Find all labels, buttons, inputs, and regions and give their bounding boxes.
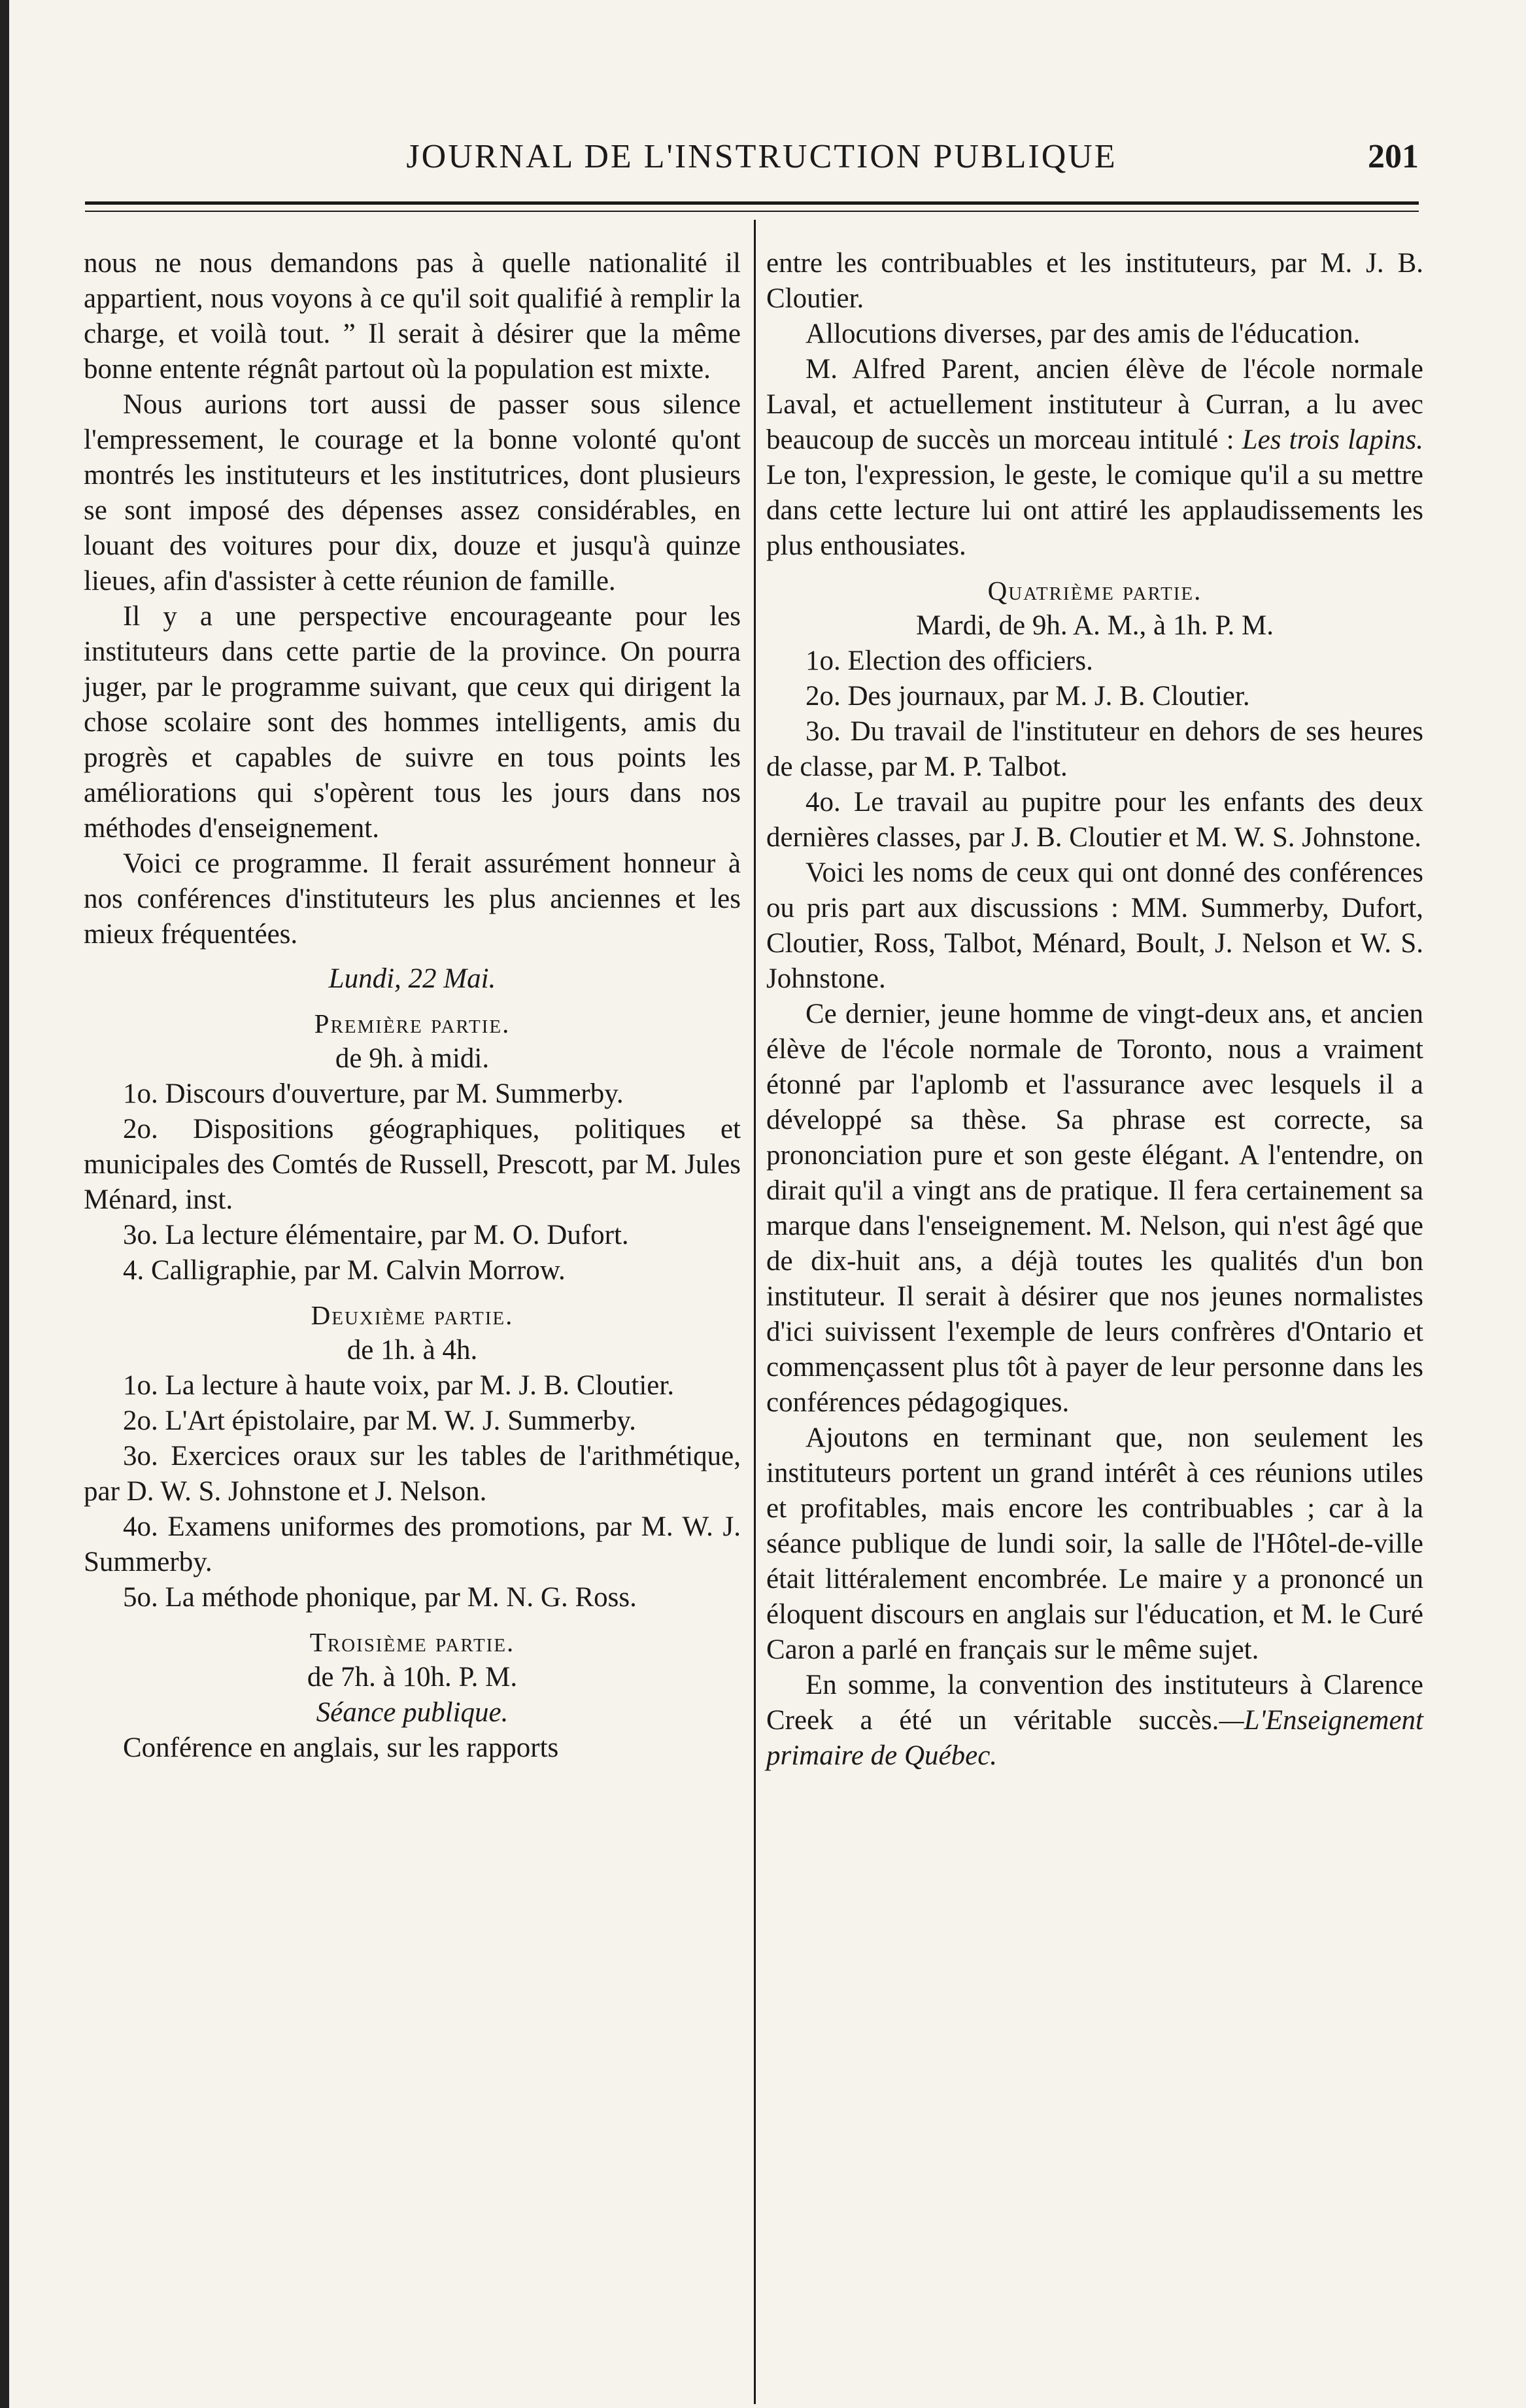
paragraph [766, 1668, 1423, 1774]
paragraph-text: En somme, la convention des instituteurs à Clarence Creek a été un véritable succès. [766, 1670, 1423, 1736]
program-item: 3o. La lecture élémentaire, par M. O. Dufort. [123, 1220, 629, 1250]
paragraph: nous ne nous demandons pas à quelle nationalité il appartient, nous voyons à ce qu'il soit qualifié à remplir la charge, et voilà tout. ” Il serait à désirer que la même bonne entente régnât partout où la population est mixte. [84, 248, 741, 385]
program-item: 2o. L'Art épistolaire, par M. W. J. Summerby. [123, 1405, 636, 1436]
paragraph: Allocutions diverses, par des amis de l'éducation. [805, 318, 1361, 349]
header-rule-thick [85, 201, 1419, 205]
section-heading: Quatrième partie. [987, 576, 1202, 606]
program-item: Conférence en anglais, sur les rapports [123, 1732, 559, 1763]
section-heading: Troisième partie. [309, 1627, 515, 1657]
paragraph [766, 352, 1423, 564]
section-heading: Première partie. [314, 1008, 511, 1039]
section-time: Mardi, de 9h. A. M., à 1h. P. M. [915, 610, 1274, 641]
program-item: 1o. Election des officiers. [805, 645, 1093, 676]
paragraph: entre les contribuables et les instituteurs, par M. J. B. Cloutier. [766, 248, 1423, 314]
header-rule-thin [85, 211, 1419, 212]
program-item: 3o. Du travail de l'instituteur en dehors de ses heures de classe, par M. P. Talbot. [766, 716, 1423, 782]
section-subtitle: Séance publique. [316, 1697, 509, 1728]
program-item: 2o. Des journaux, par M. J. B. Cloutier. [805, 681, 1250, 712]
source-attribution: —L'Enseignement primaire de Québec. [766, 1705, 1423, 1771]
program-item: 1o. Discours d'ouverture, par M. Summerby. [123, 1078, 624, 1109]
program-item: 4o. Le travail au pupitre pour les enfants des deux dernières classes, par J. B. Cloutier et M. W. S. Johnstone. [766, 787, 1423, 853]
paragraph: Voici les noms de ceux qui ont donné des conférences ou pris part aux discussions : MM. Summerby, Dufort, Cloutier, Ross, Talbot, Ménard, Boult, J. Nelson et W. S. Johnstone. [766, 857, 1423, 994]
paragraph: Il y a une perspective encourageante pour les instituteurs dans cette partie de la province. On pourra juger, par le programme suivant, que ceux qui dirigent la chose scolaire sont des hommes intelligents, amis du progrès et capables de suivre en tous points les améliorations qui s'opèrent tous les jours dans nos méthodes d'enseignement. [84, 601, 741, 844]
paragraph-text: M. Alfred Parent, ancien élève de l'école normale Laval, et actuellement instituteur à Curran, a lu avec beaucoup de succès un morceau intitulé : [766, 354, 1423, 455]
section-time: de 9h. à midi. [335, 1043, 490, 1074]
program-item: 1o. La lecture à haute voix, par M. J. B. Cloutier. [123, 1370, 675, 1401]
paragraph: Voici ce programme. Il ferait assurément honneur à nos conférences d'instituteurs les plus anciennes et les mieux fréquentées. [84, 848, 741, 950]
program-item: 4. Calligraphie, par M. Calvin Morrow. [123, 1255, 566, 1286]
left-column [84, 246, 741, 1766]
running-head [105, 131, 1419, 183]
running-title: JOURNAL DE L'INSTRUCTION PUBLIQUE [406, 138, 1117, 175]
program-item: 4o. Examens uniformes des promotions, par M. W. J. Summerby. [84, 1511, 741, 1577]
right-column [766, 246, 1423, 1774]
section-time: de 7h. à 10h. P. M. [307, 1662, 518, 1693]
paragraph-text: Le ton, l'expression, le geste, le comique qu'il a su mettre dans cette lecture lui ont attiré les applaudissements les plus enthousiates. [766, 460, 1423, 561]
date-heading: Lundi, 22 Mai. [328, 963, 496, 994]
work-title: Les trois lapins. [1242, 424, 1423, 455]
program-item: 3o. Exercices oraux sur les tables de l'arithmétique, par D. W. S. Johnstone et J. Nelson. [84, 1441, 741, 1507]
program-item: 5o. La méthode phonique, par M. N. G. Ross. [123, 1582, 637, 1613]
paragraph: Nous aurions tort aussi de passer sous silence l'empressement, le courage et la bonne volonté qu'ont montrés les instituteurs et les institutrices, dont plusieurs se sont imposé des dépenses assez considérables, en louant des voitures pour dix, douze et jusqu'à quinze lieues, afin d'assister à cette réunion de famille. [84, 389, 741, 596]
paragraph: Ce dernier, jeune homme de vingt-deux ans, et ancien élève de l'école normale de Toronto, nous a vraiment étonné par l'aplomb et l'assurance avec lesquels il a développé sa thèse. Sa phrase est correcte, sa prononciation pure et son geste élégant. A l'entendre, on dirait qu'il a vingt ans de pratique. Il fera certainement sa marque dans l'enseignement. M. Nelson, qui n'est âgé que de dix-huit ans, a déjà toutes les qualités d'un bon instituteur. Il serait à désirer que nos jeunes normalistes d'ici suivissent l'exemple de leurs confrères d'Ontario et commençassent plus tôt à payer de leur personne dans les conférences pédagogiques. [766, 999, 1423, 1418]
column-divider [754, 220, 756, 2404]
page-binding-edge [0, 0, 9, 2408]
page-number: 201 [1368, 138, 1419, 175]
section-heading: Deuxième partie. [311, 1300, 514, 1330]
section-time: de 1h. à 4h. [347, 1335, 478, 1366]
program-item: 2o. Dispositions géographiques, politiques et municipales des Comtés de Russell, Prescott, par M. Jules Ménard, inst. [84, 1114, 741, 1215]
paragraph: Ajoutons en terminant que, non seulement les instituteurs portent un grand intérêt à ces réunions utiles et profitables, mais encore les contribuables ; car à la séance publique de lundi soir, la salle de l'Hôtel-de-ville était littéralement encombrée. Le maire y a prononcé un éloquent discours en anglais sur l'éducation, et M. le Curé Caron a parlé en français sur le même sujet. [766, 1422, 1423, 1665]
